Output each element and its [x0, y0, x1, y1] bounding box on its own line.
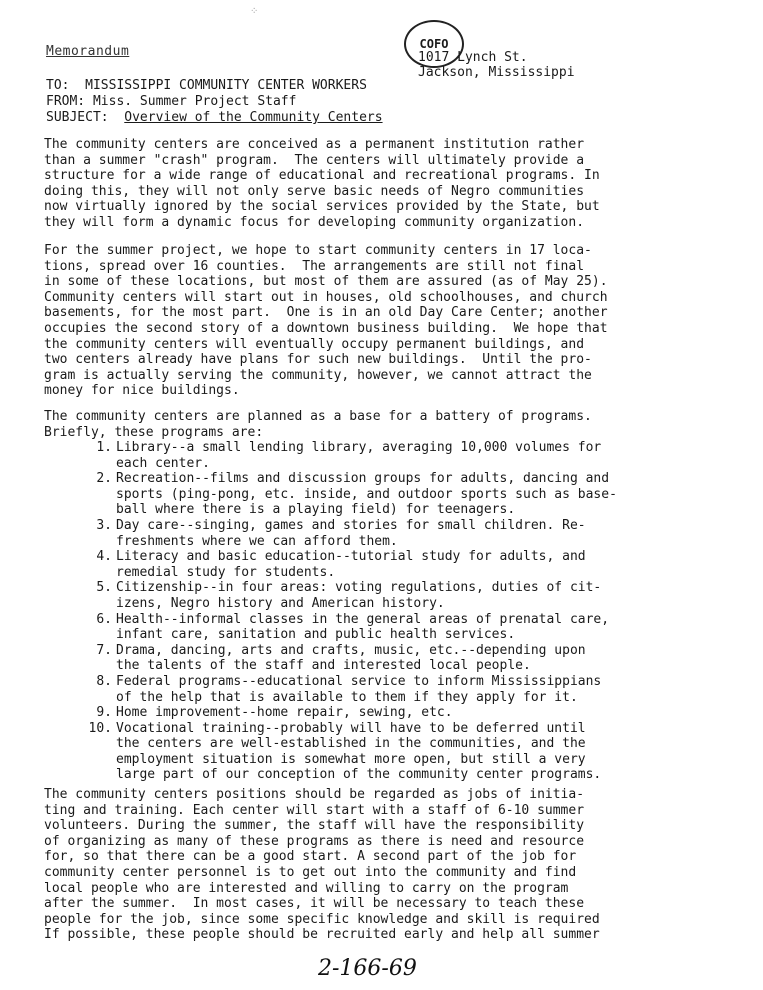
paragraph-summer-project [44, 243, 684, 399]
program-list-item [84, 674, 684, 705]
address-line: Jackson, Mississippi [418, 65, 575, 80]
text-line: Community centers will start out in houses, old schoolhouses, and church [44, 289, 608, 305]
paragraph-intro [44, 137, 684, 231]
text-line: Library--a small lending library, averaging 10,000 volumes for [116, 440, 602, 455]
text-line: in some of these locations, but most of them are assured (as of May 25). [44, 274, 608, 290]
paragraph-programs-intro [44, 409, 684, 440]
text-line: of the help that is available to them if they apply for it. [116, 689, 578, 705]
program-number: 2. [96, 471, 112, 487]
program-number: 4. [96, 549, 112, 565]
address-line: 1017 Lynch St. [418, 50, 528, 65]
handwritten-page-number: 2-166-69 [318, 956, 417, 981]
text-line: ball where there is a playing field) for teenagers. [116, 502, 516, 518]
program-list-item [84, 471, 684, 518]
text-line: ting and training. Each center will start with a staff of 6-10 summer [44, 802, 585, 818]
program-text [116, 721, 601, 783]
program-list-item [84, 549, 684, 580]
program-number: 3. [96, 517, 112, 533]
program-number: 6. [96, 611, 112, 627]
text-line: Briefly, these programs are: [44, 424, 264, 440]
subject-label: SUBJECT: [46, 110, 109, 125]
text-line: Vocational training--probably will have to be deferred until [116, 720, 586, 736]
paragraph-positions [44, 787, 684, 943]
subject-line [46, 110, 383, 126]
programs-list [84, 440, 684, 783]
text-line: each center. [116, 455, 210, 471]
memo-header [46, 78, 383, 126]
program-text [116, 705, 453, 721]
text-line: doing this, they will not only serve basic needs of Negro communities [44, 183, 585, 199]
text-line: money for nice buildings. [44, 383, 240, 399]
text-line: Day care--singing, games and stories for small children. Re- [116, 517, 586, 533]
program-text [116, 518, 586, 549]
to-line: TO: MISSISSIPPI COMMUNITY CENTER WORKERS [46, 78, 367, 93]
text-line: than a summer "crash" program. The centers will ultimately provide a [44, 152, 585, 168]
scan-artifact: ⁘ [250, 6, 259, 17]
program-text [116, 440, 601, 471]
text-line: large part of our conception of the community center programs. [116, 767, 602, 783]
text-line: Health--informal classes in the general areas of prenatal care, [116, 611, 610, 627]
program-number: 7. [96, 642, 112, 658]
text-line: the centers are well-established in the communities, and the [116, 736, 586, 752]
program-list-item [84, 518, 684, 549]
program-text [116, 549, 586, 580]
program-list-item [84, 440, 684, 471]
text-line: of organizing as many of these programs as there is need and resource [44, 833, 585, 849]
program-text [116, 471, 617, 518]
text-line: people for the job, since some specific knowledge and skill is required [44, 911, 600, 927]
text-line: freshments where we can afford them. [116, 533, 398, 549]
text-line: remedial study for students. [116, 564, 336, 580]
text-line: employment situation is somewhat more open, but still a very [116, 751, 586, 767]
program-list-item [84, 705, 684, 721]
text-line: now virtually ignored by the social services provided by the State, but [44, 199, 600, 215]
text-line: infant care, sanitation and public health services. [116, 627, 516, 643]
program-number: 8. [96, 673, 112, 689]
text-line: after the summer. In most cases, it will be necessary to teach these [44, 896, 585, 912]
text-line: Drama, dancing, arts and crafts, music, etc.--depending upon [116, 642, 586, 658]
text-line: For the summer project, we hope to start community centers in 17 loca- [44, 243, 592, 258]
text-line: structure for a wide range of educational and recreational programs. In [44, 168, 600, 184]
text-line: Home improvement--home repair, sewing, etc. [116, 705, 453, 721]
text-line: tions, spread over 16 counties. The arrangements are still not final [44, 258, 585, 274]
program-list-item [84, 612, 684, 643]
address-block [418, 50, 575, 80]
text-line: community center personnel is to get out into the community and find [44, 864, 577, 880]
text-line: izens, Negro history and American history. [116, 595, 445, 611]
program-text [116, 674, 601, 705]
program-list-item [84, 580, 684, 611]
program-text [116, 643, 586, 674]
text-line: Citizenship--in four areas: voting regulations, duties of cit- [116, 580, 602, 596]
text-line: Federal programs--educational service to inform Mississippians [116, 673, 602, 689]
program-number: 9. [96, 705, 112, 721]
text-line: The community centers positions should be regarded as jobs of initia- [44, 787, 585, 802]
text-line: sports (ping-pong, etc. inside, and outdoor sports such as base- [116, 486, 617, 502]
program-list-item [84, 721, 684, 783]
subject-text: Overview of the Community Centers [124, 110, 383, 125]
program-list-item [84, 643, 684, 674]
program-number: 5. [96, 580, 112, 596]
text-line: volunteers. During the summer, the staff will have the responsibility [44, 818, 585, 834]
text-line: occupies the second story of a downtown business building. We hope that [44, 320, 608, 336]
text-line: The community centers are conceived as a permanent institution rather [44, 137, 585, 152]
from-line: FROM: Miss. Summer Project Staff [46, 94, 297, 109]
text-line: the community centers will eventually occupy permanent buildings, and [44, 336, 585, 352]
text-line: local people who are interested and willing to carry on the program [44, 880, 569, 896]
program-text [116, 612, 609, 643]
text-line: the talents of the staff and interested local people. [116, 658, 531, 674]
text-line: gram is actually serving the community, however, we cannot attract the [44, 367, 592, 383]
text-line: Literacy and basic education--tutorial study for adults, and [116, 549, 586, 565]
text-line: The community centers are planned as a base for a battery of programs. [44, 409, 592, 424]
program-number: 10. [88, 720, 112, 736]
program-text [116, 580, 601, 611]
text-line: two centers already have plans for such new buildings. Until the pro- [44, 352, 592, 368]
text-line: basements, for the most part. One is in an old Day Care Center; another [44, 305, 608, 321]
memo-label: Memorandum [46, 44, 130, 59]
text-line: If possible, these people should be recruited early and help all summer [44, 927, 600, 943]
text-line: Recreation--films and discussion groups for adults, dancing and [116, 471, 610, 487]
program-number: 1. [96, 440, 112, 455]
text-line: for, so that there can be a good start. A second part of the job for [44, 849, 577, 865]
text-line: they will form a dynamic focus for developing community organization. [44, 214, 585, 230]
stamp-text: COFO [419, 37, 449, 51]
